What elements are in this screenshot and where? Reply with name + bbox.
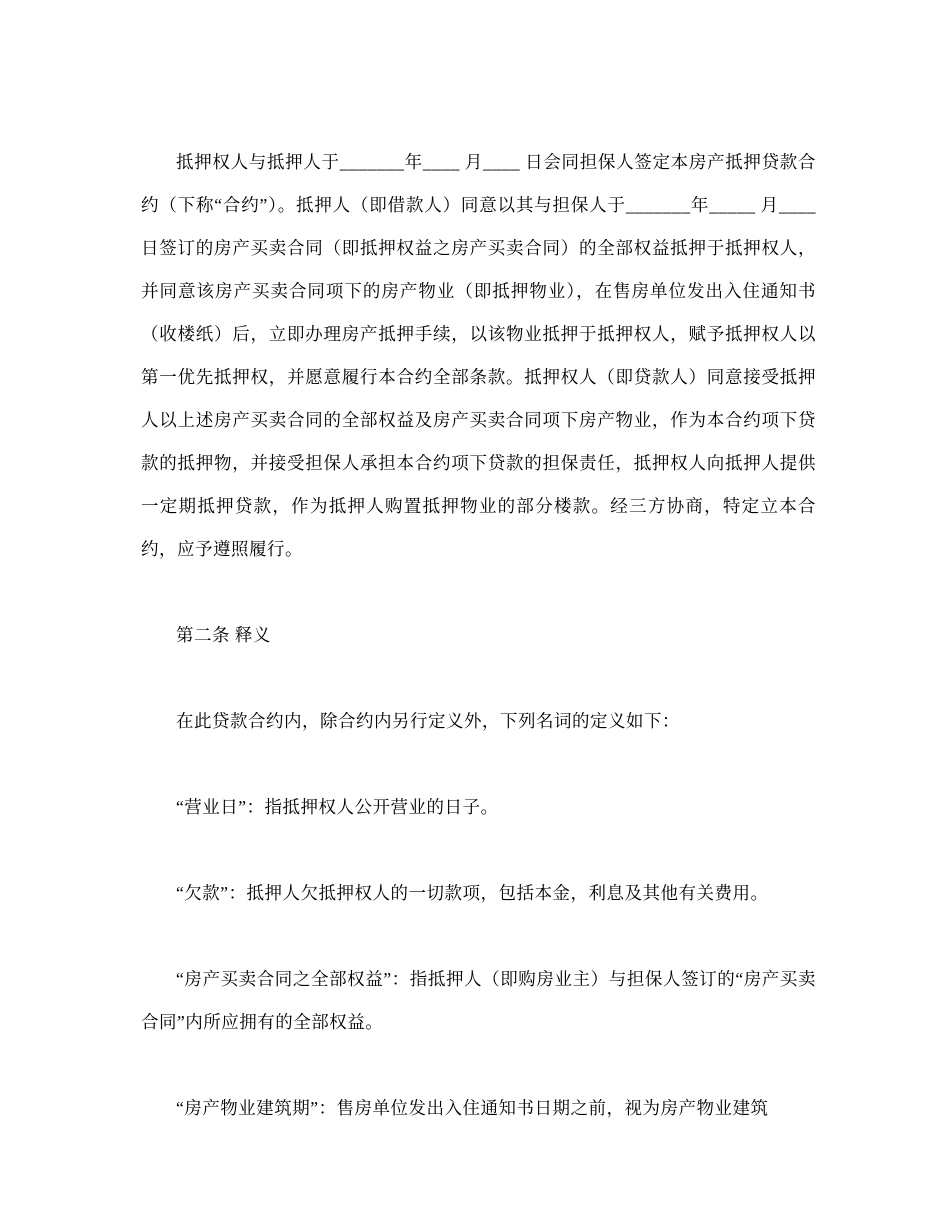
- definitions-lead-in: 在此贷款合约内，除合约内另行定义外，下列名词的定义如下：: [176, 711, 680, 731]
- document-content: [141, 141, 816, 1130]
- definition-construction-period: “房产物业建筑期”：售房单位发出入住通知书日期之前，视为房产物业建筑: [176, 1098, 769, 1118]
- definition-business-day: “营业日”：指抵押权人公开营业的日子。: [176, 797, 499, 817]
- contract-intro-paragraph: 抵押权人与抵押人于_______年____ 月____ 日会同担保人签定本房产抵押贷款合约（下称“合约”）。抵押人（即借款人）同意以其与担保人于_______年_____ 月____ 日签订的房产买卖合同（即抵押权益之房产买卖合同）的全部权益抵押于抵押权人，并同意该房产买卖合同项下的房产物业（即抵押物业），在售房单位发出入住通知书（收楼纸）后，立即办理房产抵押手续，以该物业抵押于抵押权人，赋予抵押权人以第一优先抵押权，并愿意履行本合约全部条款。抵押权人（即贷款人）同意接受抵押人以上述房产买卖合同的全部权益及房产买卖合同项下房产物业，作为本合约项下贷款的抵押物，并接受担保人承担本合约项下贷款的担保责任，抵押权人向抵押人提供一定期抵押贷款，作为抵押人购置抵押物业的部分楼款。经三方协商，特定立本合约，应予遵照履行。: [141, 152, 816, 559]
- article-2-heading: 第二条 释义: [176, 625, 271, 645]
- definition-debt: “欠款”：抵押人欠抵押权人的一切款项，包括本金，利息及其他有关费用。: [176, 883, 769, 903]
- definition-full-rights-of-sale-contract: “房产买卖合同之全部权益”：指抵押人（即购房业主）与担保人签订的“房产买卖合同”内所应拥有的全部权益。: [141, 969, 816, 1032]
